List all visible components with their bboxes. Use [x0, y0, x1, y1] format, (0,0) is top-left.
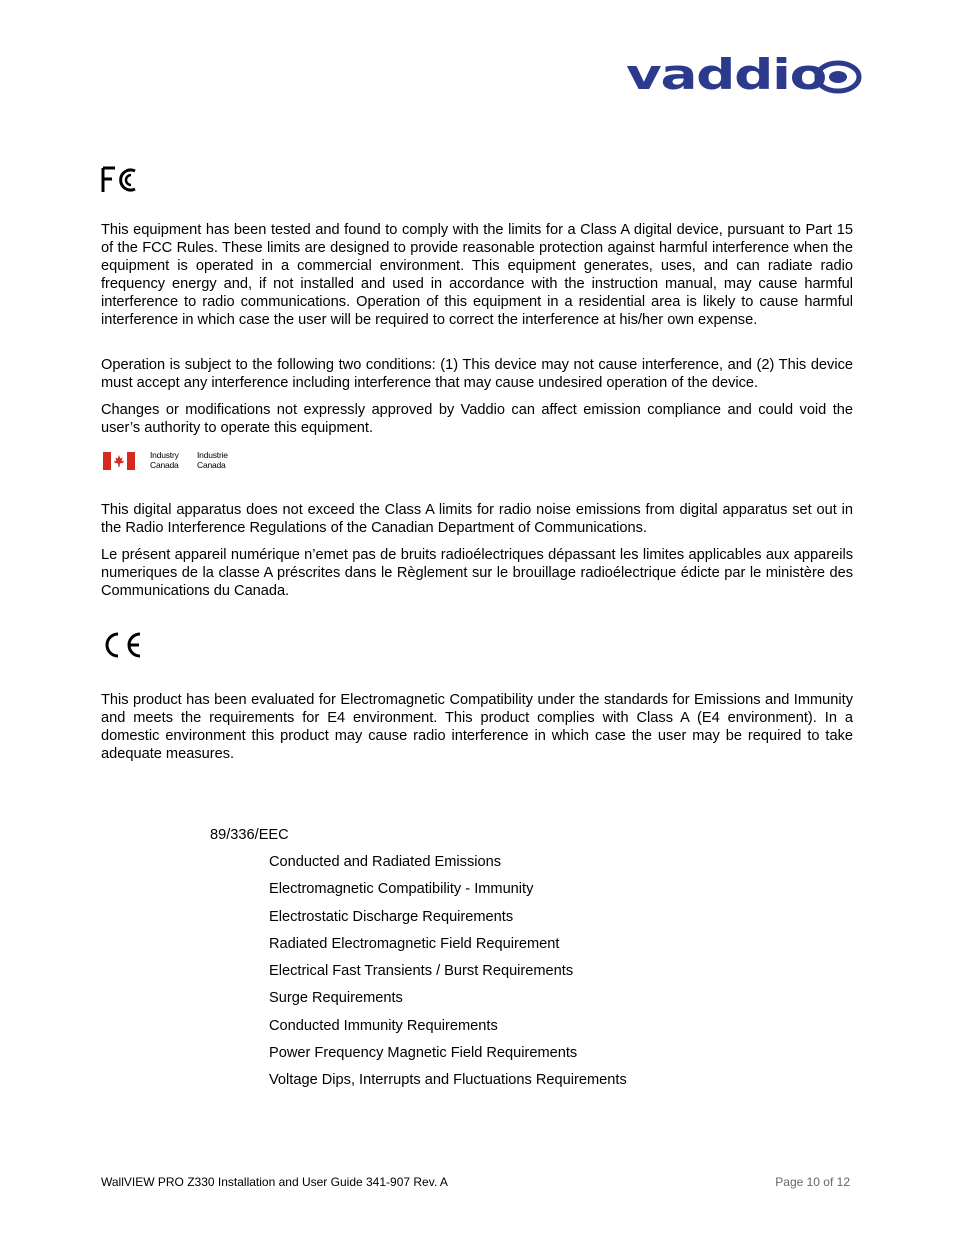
footer-doc-title: WallVIEW PRO Z330 Installation and User Guide 341-907 Rev. A	[101, 1175, 448, 1189]
directive-label: 89/336/EEC	[210, 827, 289, 843]
list-item: Electromagnetic Compatibility - Immunity	[269, 881, 534, 898]
vaddio-logo-text: vaddio	[626, 56, 827, 98]
vaddio-logo-icon	[626, 56, 862, 98]
list-item: Conducted and Radiated Emissions	[269, 854, 502, 870]
canada-paragraph-en: This digital apparatus does not exceed the Class A limits for radio noise emissions from digital apparatus set out in the Radio Interference Regulations of the Canadian Department of Communications.	[101, 502, 853, 536]
fcc-paragraph-2: Operation is subject to the following two conditions: (1) This device may not cause interference, and (2) This device must accept any interference including interference that may cause undesired operation of the device.	[101, 357, 853, 391]
standards-list	[269, 853, 627, 1099]
footer-page-number: Page 10 of 12	[775, 1175, 850, 1189]
list-item: Surge Requirements	[269, 990, 403, 1007]
list-item: Conducted Immunity Requirements	[269, 1017, 498, 1034]
ce-paragraph: This product has been evaluated for Electromagnetic Compatibility under the standards for Emissions and Immunity and meets the requirements for E4 environment. This product complies with Class A (E4 environment). In a domestic environment this product may cause radio interference in which case the user may be required to take adequate measures.	[101, 692, 853, 762]
ce-logo	[101, 631, 143, 659]
industry-canada-fr: Industrie Canada	[197, 450, 228, 470]
canada-paragraph-fr: Le présent appareil numérique n’emet pas de bruits radioélectriques dépassant les limites applicables aux appareils numeriques de la classe A préscrites dans le Règlement sur le brouillage radioélectrique édicte par le ministère des Communications du Canada.	[101, 547, 853, 599]
industry-canada-logo	[103, 451, 243, 471]
ce-icon	[101, 631, 143, 659]
fcc-paragraph-1: This equipment has been tested and found to comply with the limits for a Class A digital device, pursuant to Part 15 of the FCC Rules. These limits are designed to provide reasonable protection against harmful interference when the equipment is operated in a commercial environment. This equipment generates, uses, and can radiate radio frequency energy and, if not installed and used in accordance with the instruction manual, may cause harmful interference to radio communications. Operation of this equipment in a residential area is likely to cause harmful interference in which case the user will be required to correct the interference at his/her own expense.	[101, 222, 853, 328]
list-item: Radiated Electromagnetic Field Requirement	[269, 935, 560, 952]
fcc-icon	[101, 165, 141, 195]
list-item: Electrical Fast Transients / Burst Requirements	[269, 963, 574, 980]
fcc-paragraph-3: Changes or modifications not expressly approved by Vaddio can affect emission compliance and could void the user’s authority to operate this equipment.	[101, 402, 853, 436]
list-item: Power Frequency Magnetic Field Requirements	[269, 1045, 578, 1062]
fcc-logo	[101, 165, 141, 195]
industry-canada-en: Industry Canada	[150, 450, 179, 470]
vaddio-logo	[626, 56, 862, 98]
canada-flag-icon	[103, 452, 135, 470]
list-item: Electrostatic Discharge Requirements	[269, 908, 514, 925]
list-item: Voltage Dips, Interrupts and Fluctuations Requirements	[269, 1072, 627, 1089]
